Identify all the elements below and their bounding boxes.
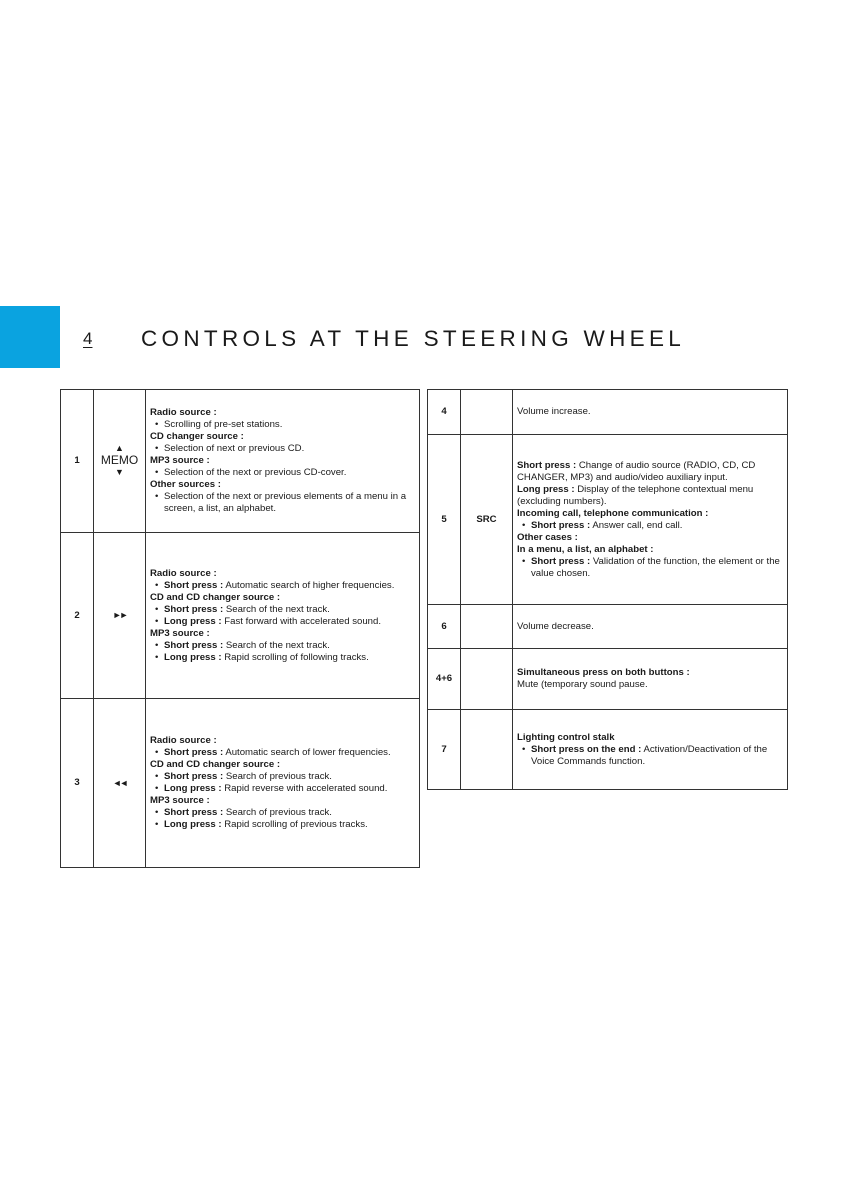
control-icon-cell bbox=[94, 390, 146, 533]
row-number: 3 bbox=[61, 699, 94, 868]
line-text: Fast forward with accelerated sound. bbox=[221, 615, 382, 627]
description-heading: Radio source : bbox=[150, 407, 217, 418]
bullet-item bbox=[150, 783, 415, 795]
bullet-item bbox=[150, 747, 415, 759]
description-heading: Lighting control stalk bbox=[517, 731, 615, 743]
page-number: 4 bbox=[83, 329, 93, 348]
description-heading: MP3 source : bbox=[150, 455, 210, 466]
bullet-item bbox=[517, 744, 783, 768]
row-number: 4+6 bbox=[428, 649, 461, 710]
line-text: Activation/Deactivation of the Voice Commands function. bbox=[531, 743, 768, 767]
line-text: Display of the telephone contextual menu (excluding numbers). bbox=[517, 483, 754, 507]
bullet-item bbox=[150, 580, 415, 592]
description-heading: CD changer source : bbox=[150, 431, 244, 442]
control-label-cell: SRC bbox=[461, 435, 513, 605]
line-text: Validation of the function, the element or the value chosen. bbox=[531, 555, 780, 579]
description-cell bbox=[513, 710, 788, 790]
description-cell bbox=[513, 649, 788, 710]
description-heading: In a menu, a list, an alphabet : bbox=[517, 543, 654, 555]
table-row bbox=[428, 390, 788, 435]
bullet-item bbox=[150, 640, 415, 652]
bold-label: Short press : bbox=[164, 771, 224, 782]
bold-label: Short press : bbox=[531, 555, 591, 567]
page-title: CONTROLS AT THE STEERING WHEEL bbox=[141, 326, 686, 351]
description-heading: Radio source : bbox=[150, 735, 217, 746]
bold-label: Short press : bbox=[164, 747, 224, 758]
description-heading: Radio source : bbox=[150, 567, 217, 579]
bullet-item bbox=[150, 616, 415, 628]
bullet-item bbox=[150, 819, 415, 831]
memo-updown-icon bbox=[101, 443, 138, 477]
line-text: Search of the next track. bbox=[223, 603, 330, 615]
bullet-item: • Scrolling of pre-set stations. bbox=[150, 419, 415, 431]
bold-label: Long press : bbox=[164, 819, 222, 830]
bold-label: Short press : bbox=[164, 807, 224, 818]
row-number: 7 bbox=[428, 710, 461, 790]
description-line bbox=[517, 460, 783, 484]
bold-label: Short press : bbox=[517, 459, 577, 471]
description-heading: CD and CD changer source : bbox=[150, 759, 281, 770]
right-controls-table bbox=[427, 389, 788, 790]
line-text: Change of audio source (RADIO, CD, CD CHANGER, MP3) and audio/video auxiliary input. bbox=[517, 459, 756, 483]
line-text: Rapid reverse with accelerated sound. bbox=[221, 783, 388, 794]
description-line bbox=[517, 484, 783, 508]
description-heading: MP3 source : bbox=[150, 627, 210, 639]
bullet-item bbox=[517, 556, 783, 580]
row-number: 5 bbox=[428, 435, 461, 605]
fast-forward-icon: ►► bbox=[112, 610, 127, 620]
description-cell bbox=[513, 605, 788, 649]
control-label-cell bbox=[461, 710, 513, 790]
left-controls-table bbox=[60, 389, 420, 868]
line-text: Automatic search of higher frequencies. bbox=[223, 579, 395, 591]
bold-label: Short press : bbox=[531, 519, 591, 531]
bold-label: Long press : bbox=[164, 615, 222, 627]
control-label-cell bbox=[461, 649, 513, 710]
table-row bbox=[61, 390, 420, 533]
line-text: Search of previous track. bbox=[223, 771, 332, 782]
row-number: 4 bbox=[428, 390, 461, 435]
bullet-item bbox=[150, 771, 415, 783]
description-cell bbox=[146, 390, 420, 533]
description-cell bbox=[146, 699, 420, 868]
bullet-item: • Selection of the next or previous CD-cover. bbox=[150, 467, 415, 479]
table-row bbox=[428, 605, 788, 649]
description-cell bbox=[146, 533, 420, 699]
bold-label: Short press : bbox=[164, 579, 224, 591]
description-cell bbox=[513, 390, 788, 435]
line-text: Rapid scrolling of following tracks. bbox=[221, 651, 369, 663]
description-line: Volume increase. bbox=[517, 406, 591, 417]
line-text: Answer call, end call. bbox=[590, 519, 683, 531]
bullet-item bbox=[150, 652, 415, 664]
description-heading: Simultaneous press on both buttons : bbox=[517, 667, 690, 678]
bullet-item: • Selection of next or previous CD. bbox=[150, 443, 415, 455]
bullet-item: • Selection of the next or previous elements of a menu in a screen, a list, an alphabet. bbox=[150, 491, 415, 515]
table-row bbox=[61, 699, 420, 868]
line-text: Search of the next track. bbox=[223, 639, 330, 651]
description-cell bbox=[513, 435, 788, 605]
line-text: Search of previous track. bbox=[223, 807, 332, 818]
description-line: Mute (temporary sound pause. bbox=[517, 679, 648, 690]
table-row bbox=[428, 710, 788, 790]
bold-label: Long press : bbox=[164, 651, 222, 663]
bullet-item bbox=[150, 807, 415, 819]
control-icon-cell bbox=[94, 533, 146, 699]
bold-label: Short press : bbox=[164, 639, 224, 651]
description-heading: Other sources : bbox=[150, 479, 221, 490]
line-text: Automatic search of lower frequencies. bbox=[223, 747, 391, 758]
table-row bbox=[61, 533, 420, 699]
control-icon-cell bbox=[94, 699, 146, 868]
description-heading: CD and CD changer source : bbox=[150, 591, 281, 603]
row-number: 2 bbox=[61, 533, 94, 699]
bold-label: Long press : bbox=[517, 483, 575, 495]
bold-label: Short press on the end : bbox=[531, 743, 642, 755]
line-text: Rapid scrolling of previous tracks. bbox=[221, 819, 368, 830]
bullet-item bbox=[150, 604, 415, 616]
arrow-up-icon: ▲ bbox=[115, 443, 124, 453]
description-line: Volume decrease. bbox=[517, 620, 594, 632]
row-number: 6 bbox=[428, 605, 461, 649]
description-heading: Other cases : bbox=[517, 531, 578, 543]
table-row bbox=[428, 649, 788, 710]
description-heading: MP3 source : bbox=[150, 795, 210, 806]
memo-label: MEMO bbox=[100, 453, 139, 467]
chapter-tab-marker bbox=[0, 306, 60, 368]
rewind-icon: ◄◄ bbox=[112, 777, 127, 788]
bold-label: Long press : bbox=[164, 783, 222, 794]
control-label-cell bbox=[461, 605, 513, 649]
table-row bbox=[428, 435, 788, 605]
row-number: 1 bbox=[61, 390, 94, 533]
arrow-down-icon: ▼ bbox=[115, 467, 124, 477]
bold-label: Short press : bbox=[164, 603, 224, 615]
control-label-cell bbox=[461, 390, 513, 435]
bullet-item bbox=[517, 520, 783, 532]
description-heading: Incoming call, telephone communication : bbox=[517, 507, 709, 519]
